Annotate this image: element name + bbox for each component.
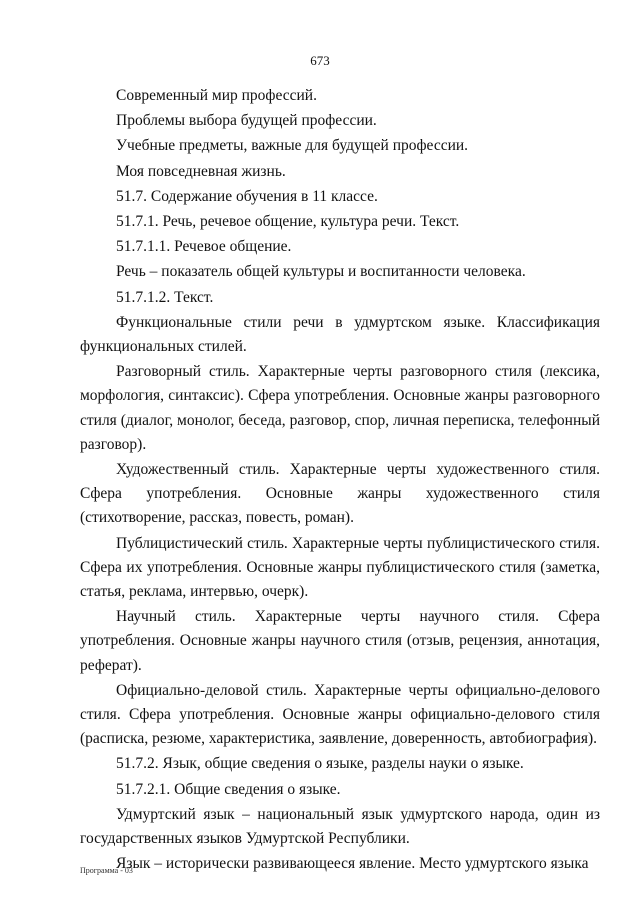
paragraph: Официально-деловой стиль. Характерные черты официально-делового стиля. Сфера употребления. Основные жанры официально-делового стиля (расписка, резюме, характеристика, заявление, доверенность, автобиография). bbox=[80, 681, 600, 748]
paragraph: Публицистический стиль. Характерные черты публицистического стиля. Сфера их употребления. Основные жанры публицистического стиля (заметка, статья, реклама, интервью, очерк). bbox=[80, 534, 600, 601]
paragraph: Функциональные стили речи в удмуртском языке. Классификация функциональных стилей. bbox=[80, 313, 600, 356]
section-heading: 51.7.1. Речь, речевое общение, культура речи. Текст. bbox=[116, 213, 460, 231]
document-body bbox=[80, 84, 600, 878]
section-heading: 51.7. Содержание обучения в 11 классе. bbox=[116, 187, 378, 205]
footer-note: Программа - 03 bbox=[80, 866, 133, 875]
section-heading: 51.7.1.2. Текст. bbox=[116, 288, 214, 306]
paragraph: Проблемы выбора будущей профессии. bbox=[116, 112, 377, 130]
section-heading: 51.7.2.1. Общие сведения о языке. bbox=[116, 780, 341, 798]
page-number: 673 bbox=[310, 53, 330, 68]
paragraph: Современный мир профессий. bbox=[116, 87, 317, 104]
paragraph: Художественный стиль. Характерные черты художественного стиля. Сфера употребления. Основные жанры художественного стиля (стихотворение, рассказ, повесть, роман). bbox=[80, 461, 600, 527]
paragraph: Разговорный стиль. Характерные черты разговорного стиля (лексика, морфология, синтаксис). Сфера употребления. Основные жанры разговорного стиля (диалог, монолог, беседа, разговор, спор, личная переписка, телефонный разговор). bbox=[80, 363, 600, 453]
paragraph: Научный стиль. Характерные черты научного стиля. Сфера употребления. Основные жанры научного стиля (отзыв, рецензия, аннотация, реферат). bbox=[80, 608, 600, 674]
paragraph: Речь – показатель общей культуры и воспитанности человека. bbox=[116, 263, 526, 281]
paragraph: Язык – исторически развивающееся явление. Место удмуртского языка bbox=[116, 855, 589, 873]
section-heading: 51.7.1.1. Речевое общение. bbox=[116, 238, 292, 256]
paragraph: Удмуртский язык – национальный язык удмуртского народа, один из государственных языков Удмуртской Республики. bbox=[80, 805, 600, 848]
section-heading: 51.7.2. Язык, общие сведения о языке, разделы науки о языке. bbox=[116, 755, 524, 773]
paragraph: Учебные предметы, важные для будущей профессии. bbox=[116, 137, 469, 155]
paragraph: Моя повседневная жизнь. bbox=[116, 162, 286, 180]
